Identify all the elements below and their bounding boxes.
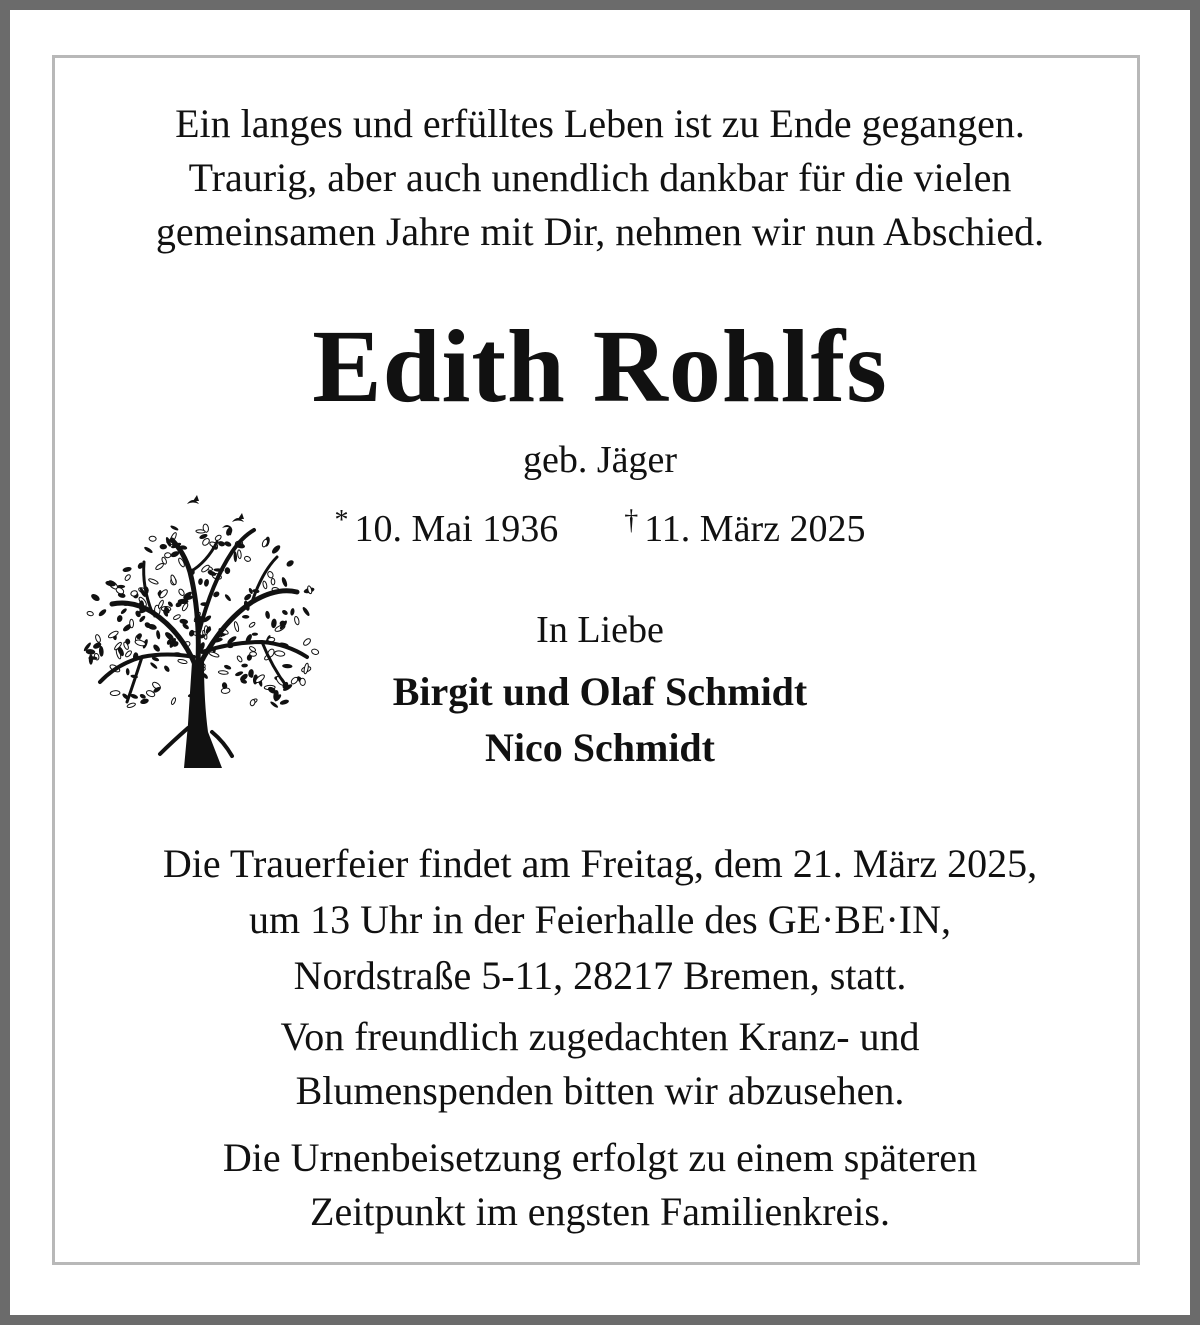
birth-date: 10. Mai 1936 — [354, 508, 559, 550]
intro-line: Ein langes und erfülltes Leben ist zu Ende gegangen. — [175, 101, 1025, 146]
ceremony-line: Die Trauerfeier findet am Freitag, dem 21. März 2025, — [162, 841, 1038, 886]
death-symbol: † — [624, 505, 639, 536]
flowers-note — [0, 1010, 1200, 1118]
flowers-line: Blumenspenden bitten wir abzusehen. — [295, 1068, 905, 1113]
intro-line: Traurig, aber auch unendlich dankbar für die vielen — [188, 155, 1012, 200]
burial-line: Zeitpunkt im engsten Familienkreis. — [310, 1189, 890, 1234]
death-date: 11. März 2025 — [644, 508, 866, 550]
ceremony-line: Nordstraße 5-11, 28217 Bremen, statt. — [293, 953, 907, 998]
birth-symbol: * — [334, 505, 349, 536]
intro-line: gemeinsamen Jahre mit Dir, nehmen wir nun Abschied. — [155, 209, 1045, 254]
ceremony-line: um 13 Uhr in der Feierhalle des GE·BE·IN, — [248, 897, 952, 942]
mourner-names — [0, 664, 1200, 776]
burial-note — [0, 1131, 1200, 1239]
deceased-name: Edith Rohlfs — [312, 309, 888, 424]
intro-text — [0, 97, 1200, 259]
burial-line: Die Urnenbeisetzung erfolgt zu einem späteren — [222, 1135, 978, 1180]
maiden-name: geb. Jäger — [522, 439, 678, 481]
mourner-name: Birgit und Olaf Schmidt — [392, 669, 808, 714]
mourner-name: Nico Schmidt — [485, 725, 715, 770]
greeting: In Liebe — [536, 609, 664, 651]
ceremony-text — [0, 836, 1200, 1004]
flowers-line: Von freundlich zugedachten Kranz- und — [280, 1014, 920, 1059]
